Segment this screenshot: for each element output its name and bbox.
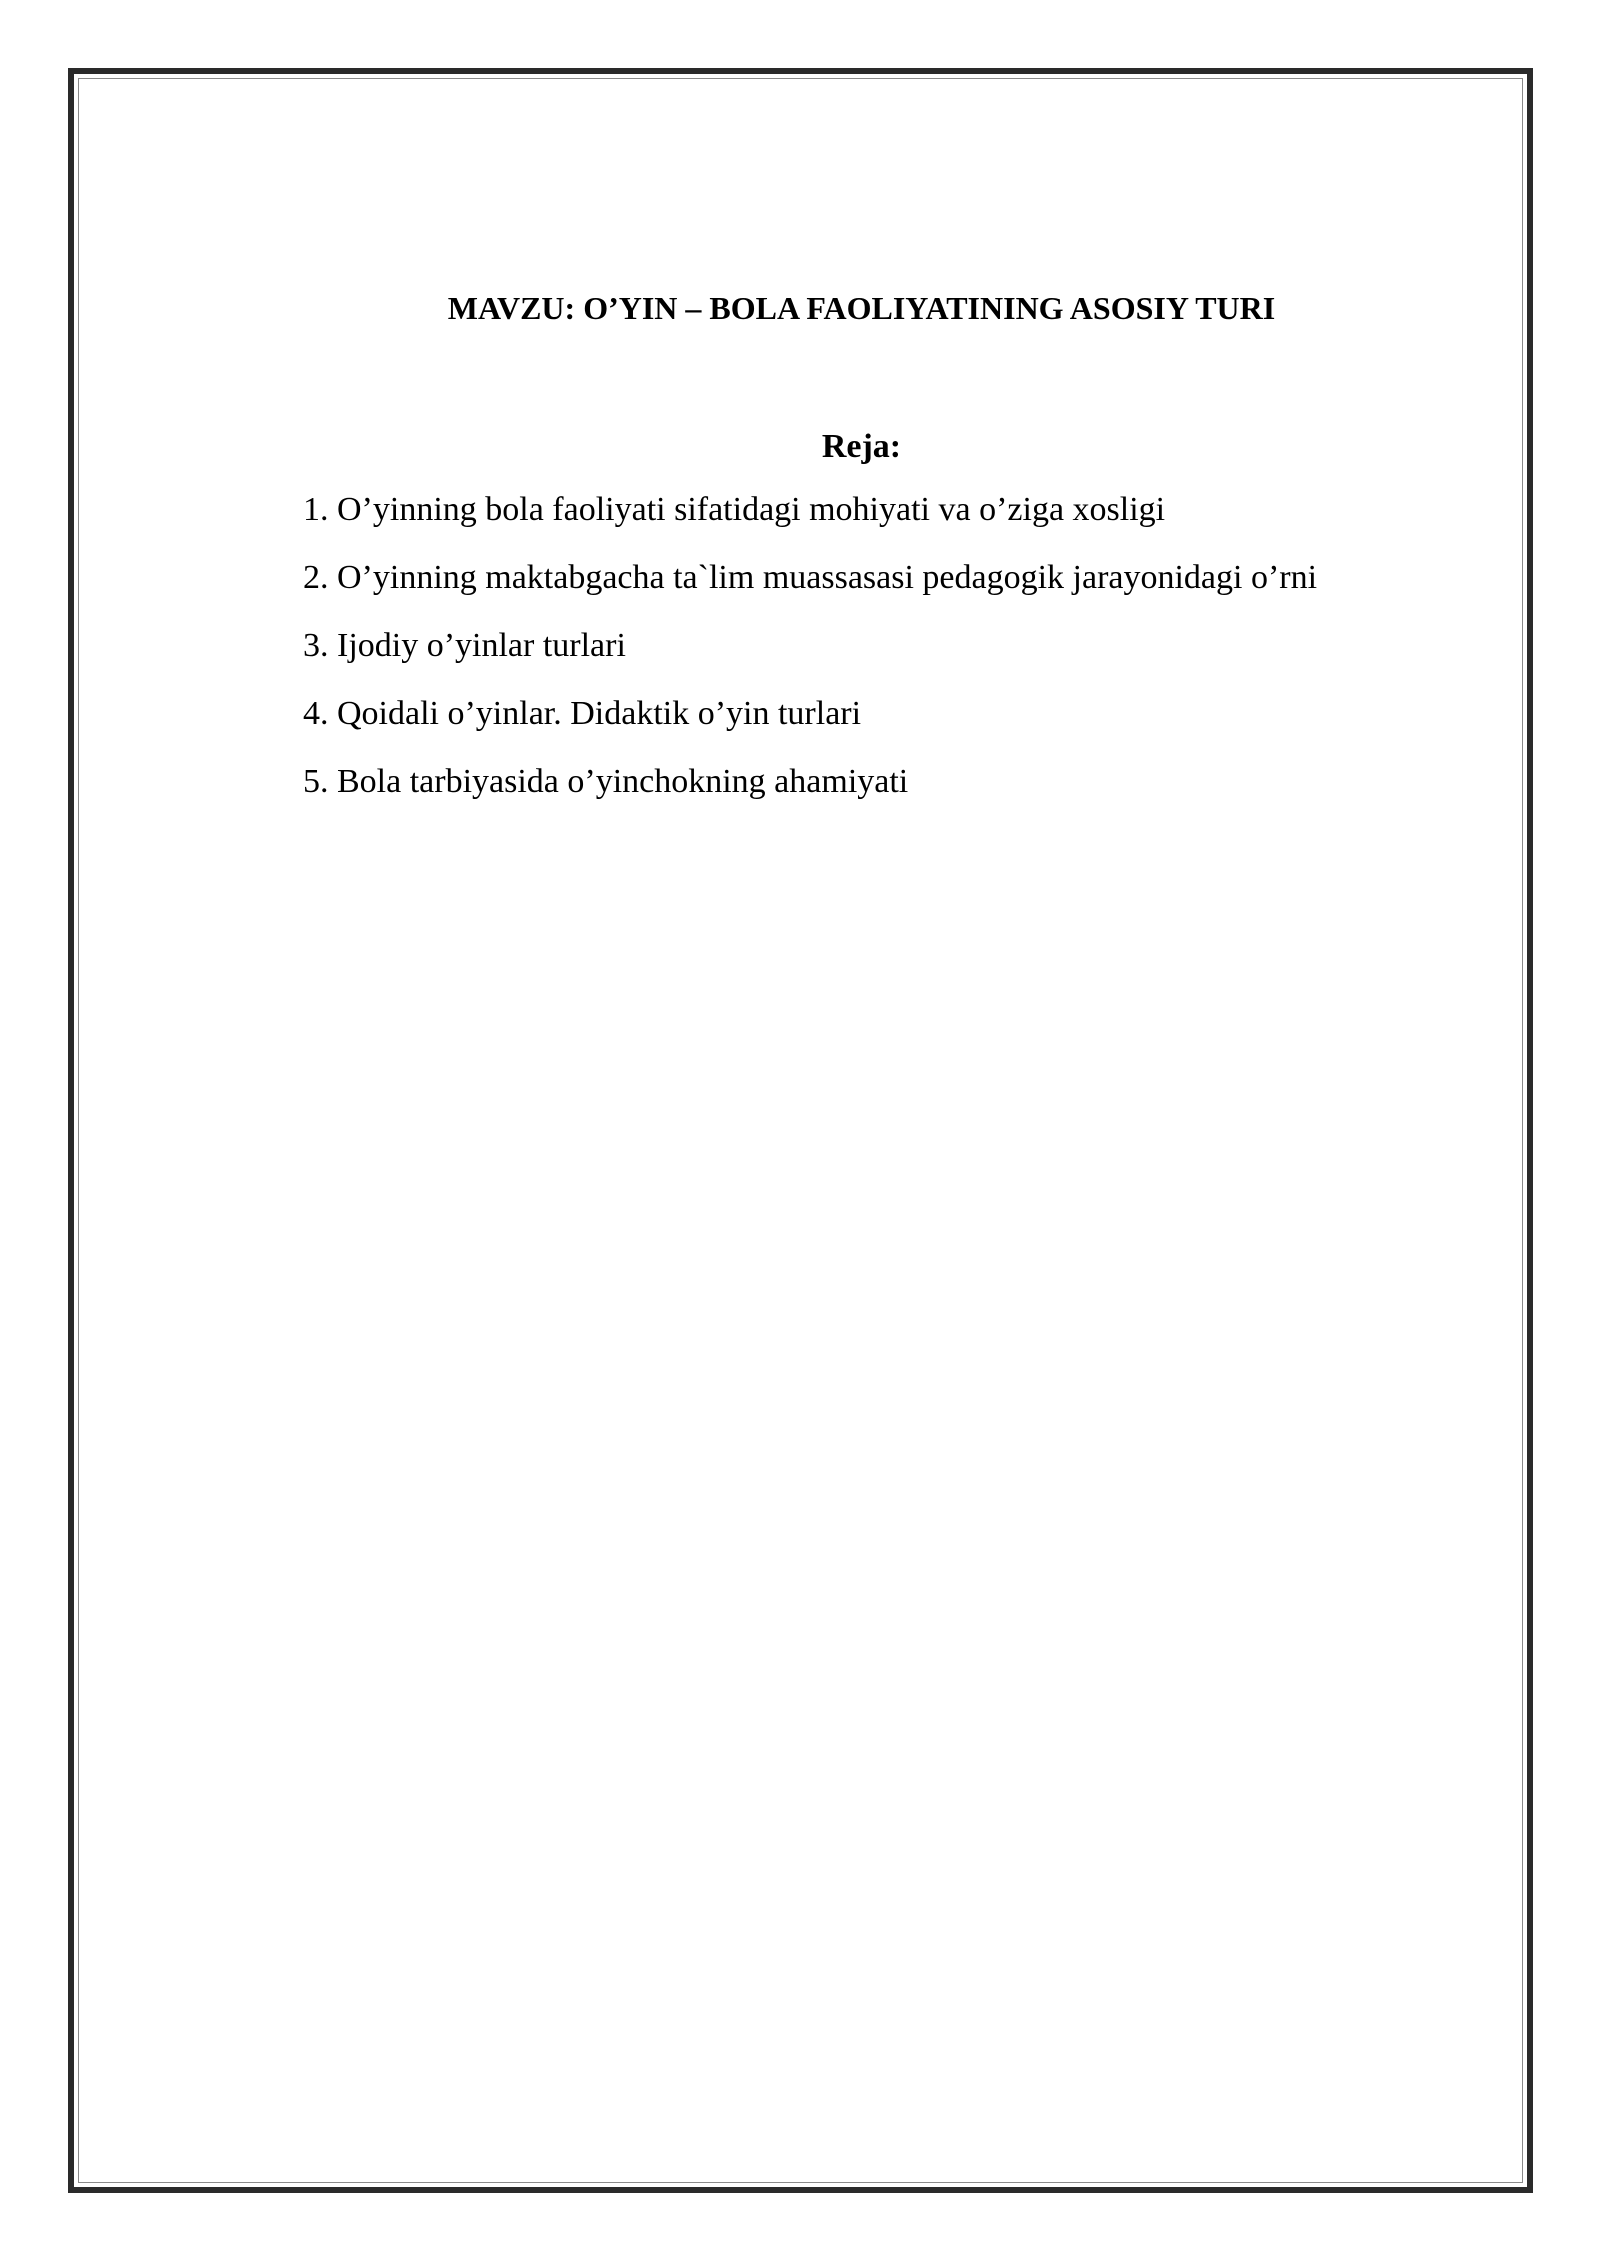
- plan-item-1: 1. O’yinning bola faoliyati sifatidagi mohiyati va o’ziga xosligi: [303, 491, 1166, 528]
- plan-item-4: 4. Qoidali o’yinlar. Didaktik o’yin turlari: [303, 695, 862, 732]
- page-border: [68, 68, 1533, 2193]
- plan-item-5: 5. Bola tarbiyasida o’yinchokning ahamiyati: [303, 763, 909, 800]
- document-title: MAVZU: O’YIN – BOLA FAOLIYATINING ASOSIY TURI: [447, 290, 1276, 326]
- plan-list: [303, 490, 1317, 830]
- page-border-inner-line: [78, 78, 1523, 2183]
- plan-heading: Reja:: [821, 428, 902, 465]
- plan-item-2: 2. O’yinning maktabgacha ta`lim muassasasi pedagogik jarayonidagi o’rni: [303, 559, 1318, 596]
- plan-item-3: 3. Ijodiy o’yinlar turlari: [303, 627, 626, 664]
